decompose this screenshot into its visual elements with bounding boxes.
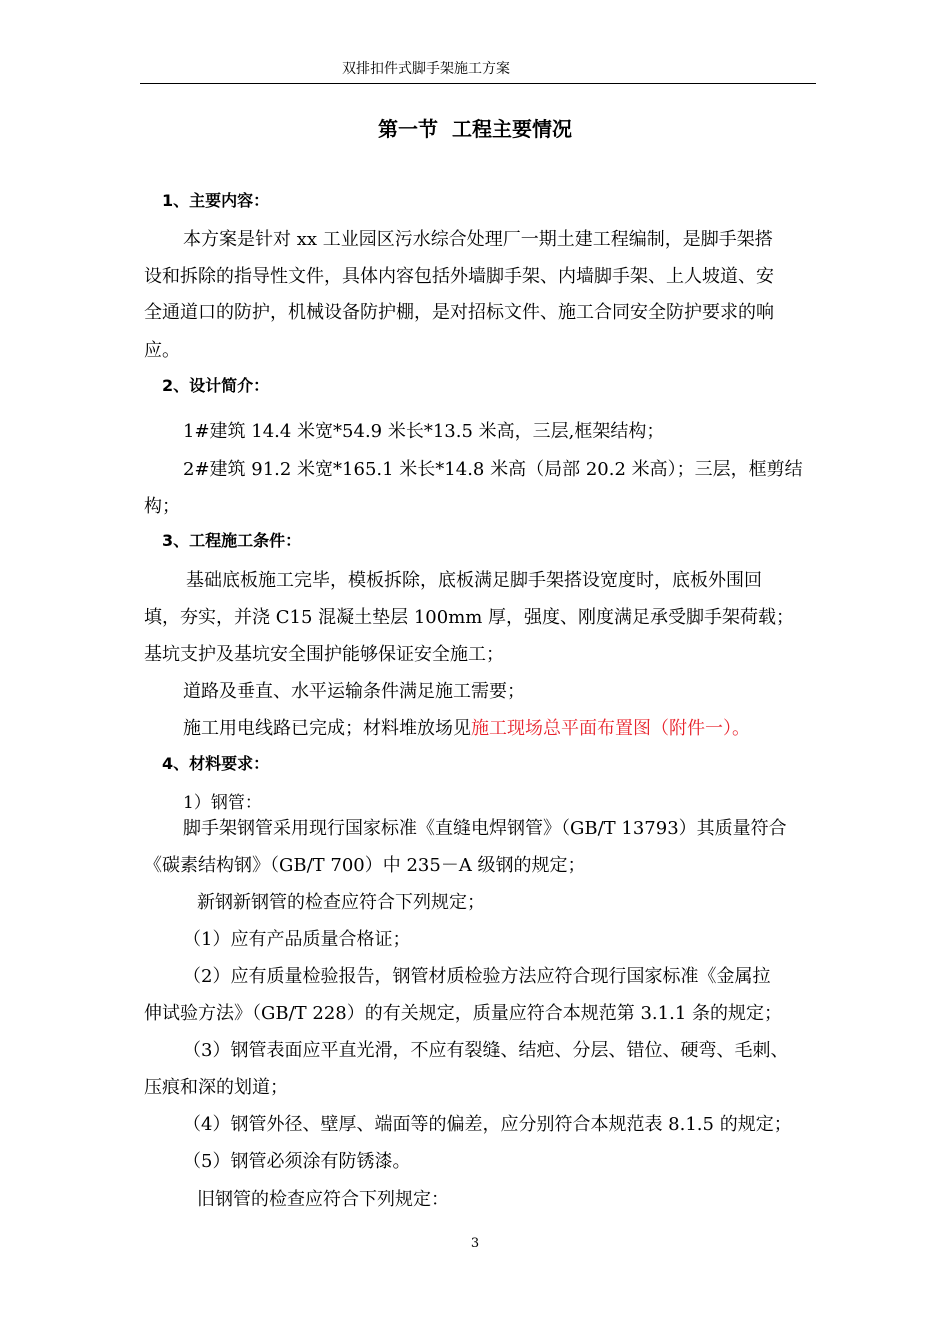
section-heading-4: 4、材料要求： xyxy=(162,754,270,773)
paragraph-line: 新钢新钢管的检查应符合下列规定； xyxy=(197,892,485,913)
paragraph-line xyxy=(183,714,750,740)
paragraph-line: （1）应有产品质量合格证； xyxy=(183,929,411,950)
paragraph-line: 构； xyxy=(144,496,180,517)
paragraph-line: 1）钢管： xyxy=(183,793,262,813)
section-heading-1: 1、主要内容： xyxy=(162,191,270,210)
paragraph-line: 基坑支护及基坑安全围护能够保证安全施工； xyxy=(144,644,504,665)
header-rule xyxy=(140,83,816,84)
paragraph-line: 全通道口的防护，机械设备防护棚，是对招标文件、施工合同安全防护要求的响 xyxy=(144,302,774,323)
paragraph-line: 基础底板施工完毕，模板拆除，底板满足脚手架搭设宽度时，底板外围回 xyxy=(186,570,762,591)
page-number: 3 xyxy=(470,1236,480,1251)
section-heading-3: 3、工程施工条件： xyxy=(162,531,302,550)
paragraph-line: 《碳素结构钢》（GB/T 700）中 235－A 级钢的规定； xyxy=(144,855,586,876)
paragraph-line: （2）应有质量检验报告，钢管材质检验方法应符合现行国家标准《金属拉 xyxy=(183,966,771,987)
paragraph-line: （5）钢管必须涂有防锈漆。 xyxy=(183,1151,411,1172)
paragraph-line: 2#建筑 91.2 米宽*165.1 米长*14.8 米高（局部 20.2 米高）；三层，框剪结 xyxy=(183,459,803,480)
paragraph-line: 道路及垂直、水平运输条件满足施工需要； xyxy=(183,681,525,702)
paragraph-line: （3）钢管表面应平直光滑，不应有裂缝、结疤、分层、错位、硬弯、毛刺、 xyxy=(183,1040,789,1061)
paragraph-line: （4）钢管外径、壁厚、端面等的偏差，应分别符合本规范表 8.1.5 的规定； xyxy=(183,1114,792,1135)
paragraph-line: 填，夯实，并浇 C15 混凝土垫层 100mm 厚，强度、刚度满足承受脚手架荷载； xyxy=(144,607,795,628)
section-heading-2: 2、设计简介： xyxy=(162,376,270,395)
paragraph-line: 1#建筑 14.4 米宽*54.9 米长*13.5 米高，三层,框架结构； xyxy=(183,421,665,442)
running-header: 双排扣件式脚手架施工方案 xyxy=(342,61,510,77)
paragraph-line: 旧钢管的检查应符合下列规定： xyxy=(197,1189,449,1210)
paragraph-line: 应。 xyxy=(144,340,180,361)
section-title: 第一节 工程主要情况 xyxy=(378,117,572,141)
paragraph-text: 施工用电线路已完成；材料堆放场见 xyxy=(183,718,471,739)
paragraph-line: 本方案是针对 xx 工业园区污水综合处理厂一期土建工程编制，是脚手架搭 xyxy=(183,229,773,250)
paragraph-line: 伸试验方法》（GB/T 228）的有关规定，质量应符合本规范第 3.1.1 条的规定； xyxy=(144,1003,782,1024)
site-plan-link[interactable]: 施工现场总平面布置图（附件一）。 xyxy=(471,718,750,739)
paragraph-line: 脚手架钢管采用现行国家标准《直缝电焊钢管》（GB/T 13793）其质量符合 xyxy=(183,818,787,839)
paragraph-line: 压痕和深的划道； xyxy=(144,1077,288,1098)
paragraph-line: 设和拆除的指导性文件，具体内容包括外墙脚手架、内墙脚手架、上人坡道、安 xyxy=(144,266,774,287)
